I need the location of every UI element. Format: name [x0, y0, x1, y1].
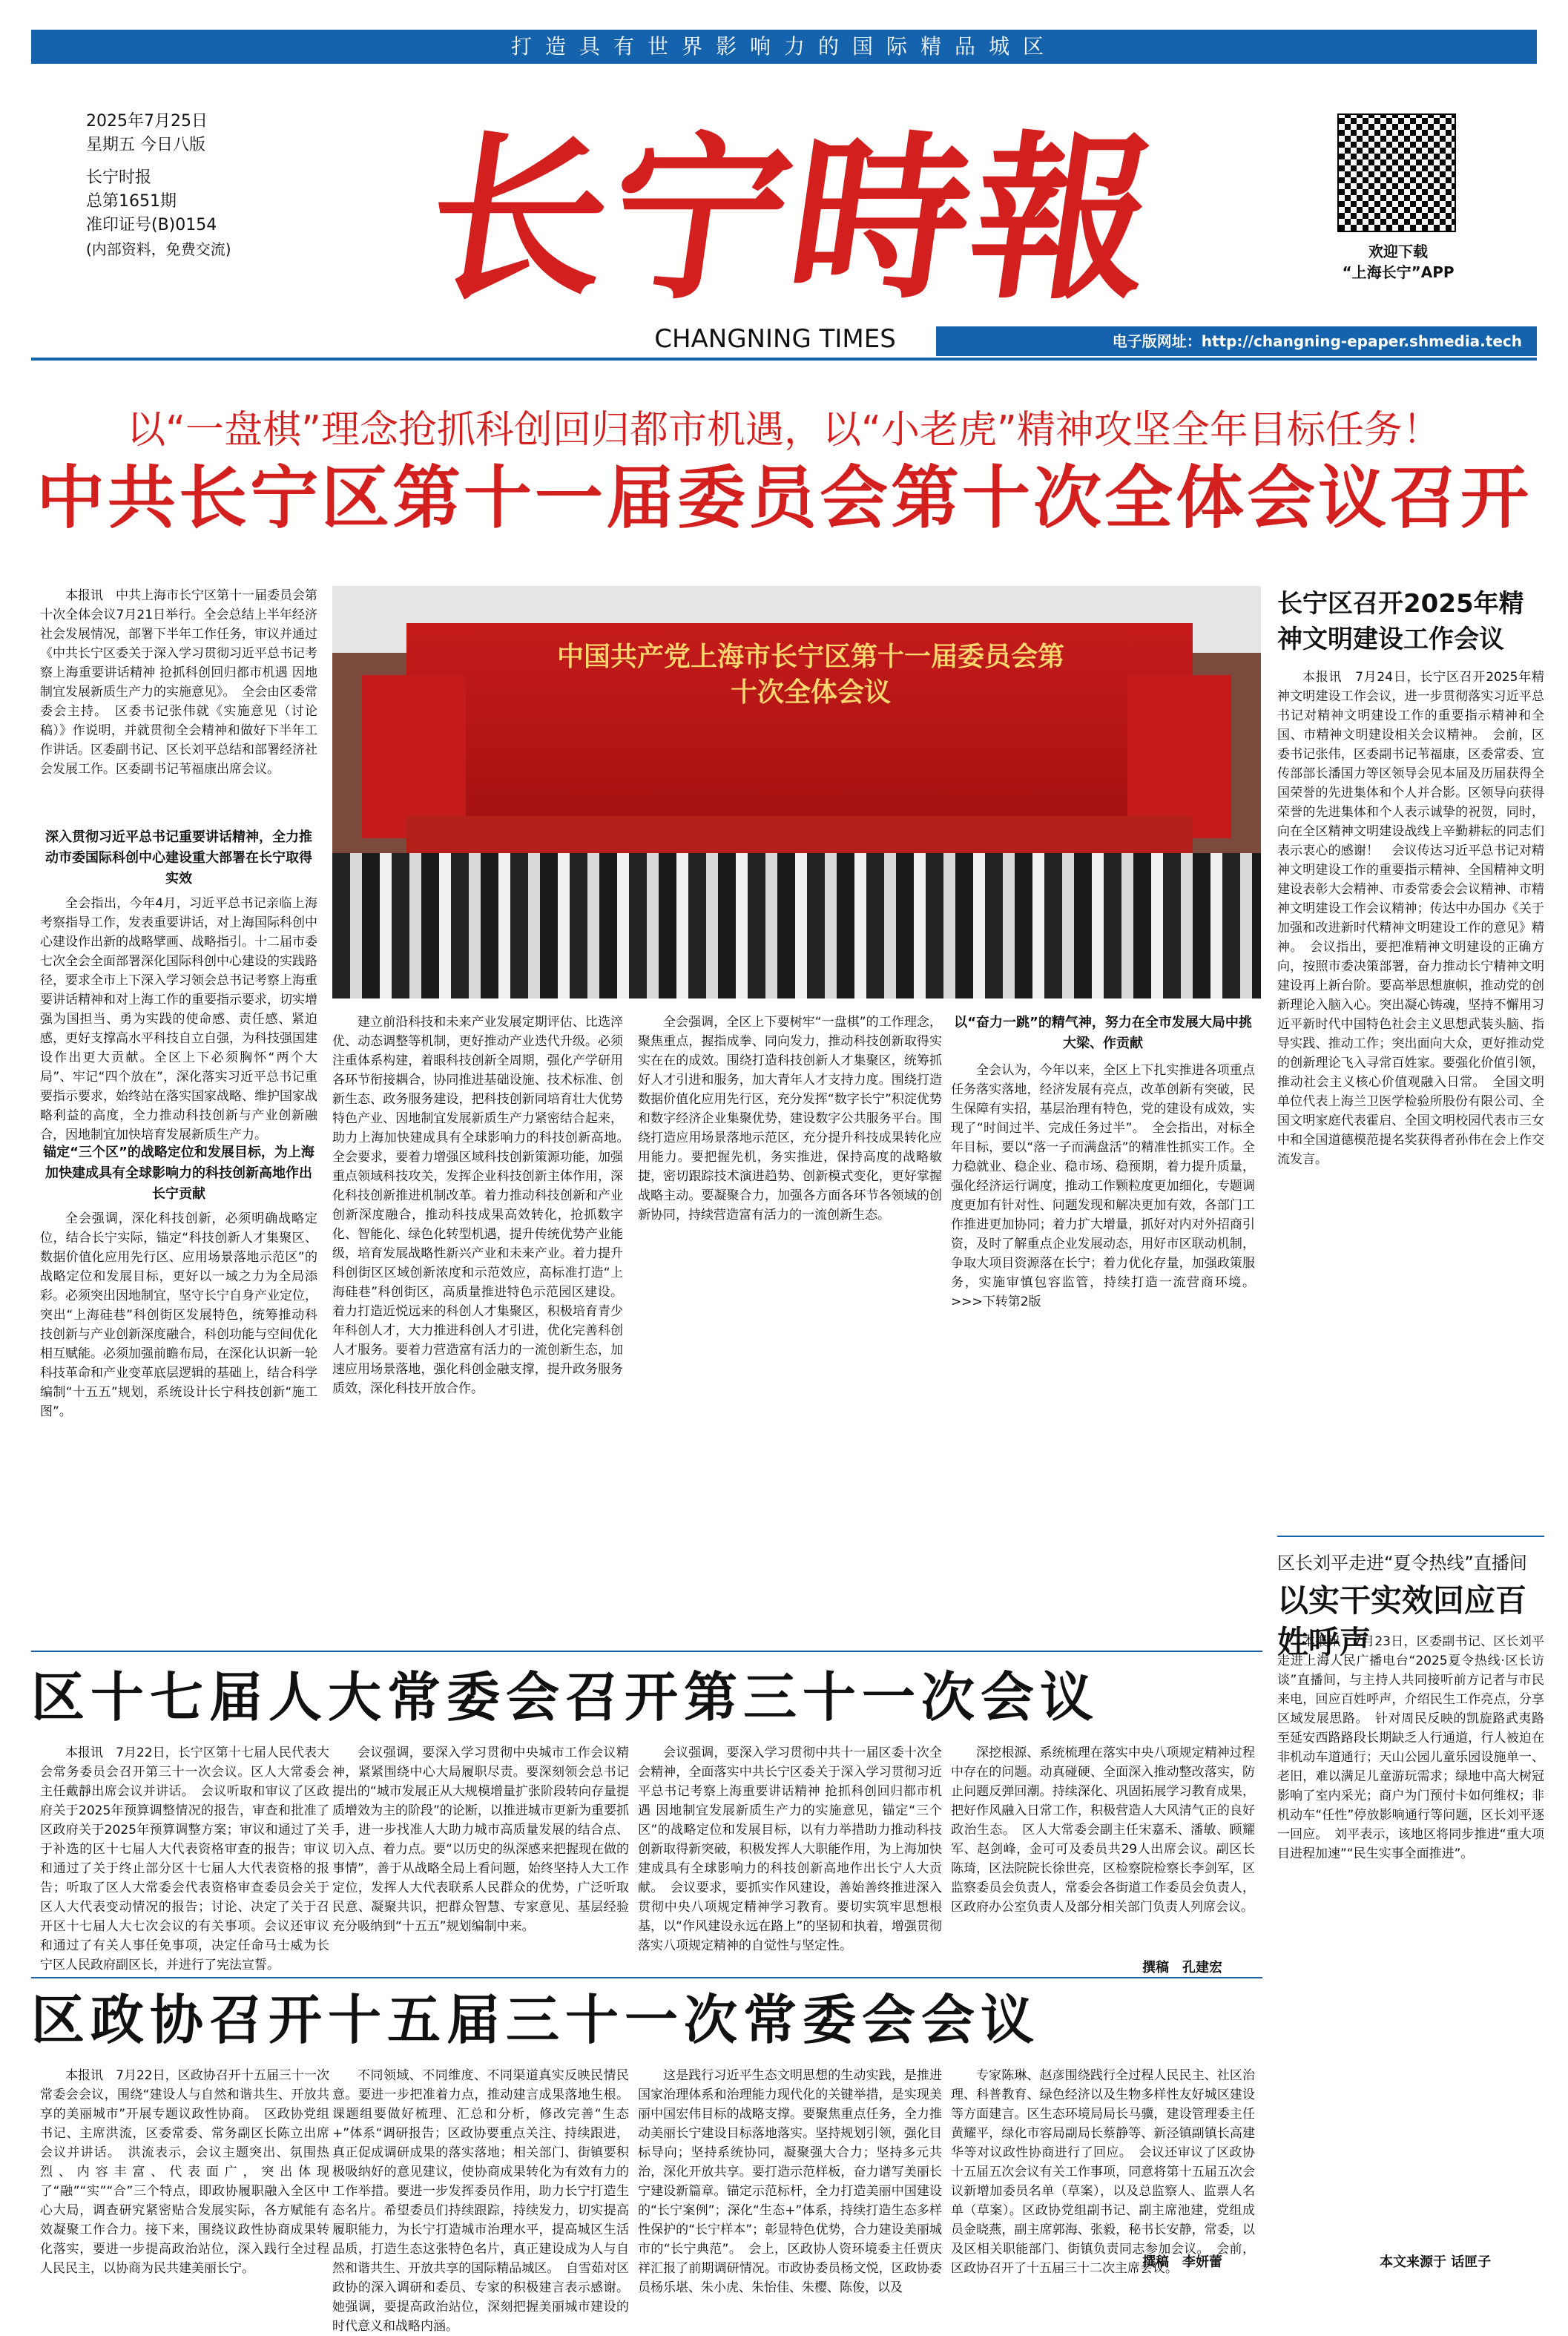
right-story2-preheadline: 区长刘平走进“夏令热线”直播间	[1277, 1553, 1527, 1573]
right-story2-source: 本文来源于 话匣子	[1380, 2254, 1492, 2270]
story2-byline: 撰稿 孔建宏	[1142, 1960, 1222, 1975]
right-story2-text: 本报讯 7月23日，区委副书记、区长刘平走进上海人民广播电台“2025夏令热线·区长访谈”直播间，与主持人共同接听前方记者与市民来电，回应百姓呼声，介绍民生工作亮点，分享区域发展思路。 针对周民反映的凯旋路武夷路至延安西路路段长期缺乏人行通道，行人被迫在非机动车道通行；天山公园儿童乐园设施单一、老旧，难以满足儿童游玩需求；绿地中高大树冠影响了室内采光；商户为门预付卡如何维权；非机动车“任性”停放影响通行等问题，区长刘平逐一回应。 刘平表示，该地区将同步推进“重大项目进程加速”“民生实事全面推进”。	[1277, 1634, 1544, 1861]
paper-name: 长宁时报	[86, 168, 152, 187]
issue-date: 2025年7月25日	[86, 112, 208, 131]
issue-weekday: 星期五 今日八版	[86, 136, 205, 154]
story2-col1: 本报讯 7月22日，长宁区第十七届人民代表大会常务委员会召开第三十一次会议。区人大常委会主任戴靜出席会议并讲话。 会议听取和审议了区政府关于2025年预算调整情况的报告，审查和批准了区政府关于2025年预算调整方案；审议和通过了关于补选的区十七届人大代表资格审查的报告；审议和通过了关于终止部分区十七届人大代表资格的报告；听取了区人大常委会代表资格审查委员会关于区人大代表变动情况的报告；讨论、决定了关于召开区十七届人大七次会议的有关事项。会议还审议和通过了有关人事任免事项，决定任命马士威为长宁区人民政府副区长，并进行了宪法宣誓。	[40, 1746, 329, 1973]
masthead-english: CHANGNING TIMES	[654, 324, 896, 354]
epaper-url[interactable]: 电子版网址：http://changning-epaper.shmedia.tech	[936, 326, 1537, 356]
lead-headline: 中共长宁区第十一届委员会第十次全体会议召开	[36, 458, 1532, 538]
masthead-title: 长宁時報	[415, 114, 1169, 323]
lead-subhead1: 深入贯彻习近平总书记重要讲话精神，全力推动市委国际科创中心建设重大部署在长宁取得实效	[45, 829, 312, 886]
lead-col3: 全会强调，全区上下要树牢“一盘棋”的工作理念，聚焦重点，握指成拳、同向发力，推动科技创新取得实实在在的成效。围绕打造科技创新人才集聚区，统筹抓好人才引进和服务，加大青年人才支持力度。围绕打造数据价值化应用先行区，充分发挥“数字长宁”积淀优势和数字经济企业集聚优势，建设数字公共服务平台。围绕打造应用场景落地示范区，充分提升科技成果转化应用能力。要把握先机，务实推进，保持高度的战略敏捷，密切跟踪技术演进趋势、创新模式变化，更好掌握战略主动。要凝聚合力，加强各方面各环节各领域的创新协同，持续营造富有活力的一流创新生态。	[638, 1015, 942, 1223]
story3-col1: 本报讯 7月22日，区政协召开十五届三十一次常委会会议，围绕“建设人与自然和谐共生、开放共享的美丽城市”开展专题议政性协商。 区政协党组书记、主席洪流，区委常委、常务副区长陈立出席会议并讲话。 洪流表示，会议主题突出、氛围热烈、内容丰富、代表面广，突出体现了“融”“实”“合”三个特点，即政协履职融入全区中心大局，调查研究紧密贴合发展实际，各方赋能有效凝聚工作合力。接下来，围绕议政性协商成果转化落实，要进一步提高政治站位，深入践行全过程人民民主，以协商为民共建美丽长宁。	[40, 2068, 329, 2276]
right-story1-headline: 长宁区召开2025年精神文明建设工作会议	[1277, 589, 1524, 654]
lead-col1c: 全会强调，深化科技创新，必须明确战略定位，结合长宁实际，锚定“科技创新人才集聚区、数据价值化应用先行区、应用场景落地示范区”的战略定位和发展目标，更好以一域之力为全局添彩。必须突出因地制宜，坚守长宁自身产业定位，突出“上海硅巷”科创街区发展特色，统筹推动科技创新与产业创新深度融合，科创功能与空间优化相互赋能。必须加强前瞻布局，在深化认识新一轮科技革命和产业变革底层逻辑的基础上，结合科学编制“十五五”规划，系统设计长宁科技创新“施工图”。	[40, 1211, 317, 1419]
masthead-rule	[31, 358, 1537, 361]
plenary-photo	[332, 586, 1261, 998]
lead-col4: 全会认为，今年以来，全区上下扎实推进各项重点任务落实落地，经济发展有亮点，改革创新有突破，民生保障有实招，基层治理有特色，党的建设有成效，实现了“时间过半、完成任务过半”。 全会指出，对标全年目标，要以“落一子而满盘活”的精准性抓实工作。全力稳就业、稳企业、稳市场、稳预期，着力提升质量，强化经济运行调度，推动工作颗粒度更加细化，专题调度更加有针对性、问题发现和解决更加有效，各部门工作推进更加协同；着力扩大增量，抓好对内对外招商引资，及时了解重点企业发展动态，用好市区联动机制，争取大项目资源落在长宁；着力优化存量，加强政策服务，实施审慎包容监管，持续打造一流营商环境。>>>下转第2版	[951, 1063, 1255, 1309]
lead-subhead2: 锚定“三个区”的战略定位和发展目标，为上海加快建成具有全球影响力的科技创新高地作出长宁贡献	[43, 1145, 314, 1202]
lead-subheadline: 以“一盘棋”理念抢抓科创回归都市机遇，以“小老虎”精神攻坚全年目标任务！	[127, 408, 1441, 453]
story3-col3: 这是践行习近平生态文明思想的生动实践，是推进国家治理体系和治理能力现代化的关键举措，是实现美丽中国宏伟目标的战略支撑。要聚焦重点任务，全力推动美丽长宁建设目标落地落实。坚持规划引领，强化目标导向；坚持系统协同，凝聚强大合力；坚持多元共治，深化开放共享。要打造示范样板，奋力谱写美丽长宁建设新篇章。锚定示范标杆，全力打造美丽中国建设的“长宁案例”；深化“生态+”体系，持续打造生态多样性保护的“长宁样本”；彰显特色优势，合力建设美丽城市的“长宁典范”。 会上，区政协人资环境委主任贾庆祥汇报了前期调研情况。市政协委员杨文悦，区政协委员杨乐堪、朱小虎、朱怡佳、朱樱、陈俊，以及	[638, 2068, 942, 2295]
lead-subhead3: 以“奋力一跳”的精气神，努力在全市发展大局中挑大梁、作贡献	[954, 1015, 1252, 1051]
story2-col3: 会议强调，要深入学习贯彻中共十一届区委十次全会精神，全面落实中共长宁区委关于深入学习贯彻习近平总书记考察上海重要讲话精神 抢抓科创回归都市机遇 因地制宜发展新质生产力的实施意见，锚定“三个区”的战略定位和发展目标，以有力举措助力推动科技创新取得新突破，积极发挥人大职能作用，为上海加快建成具有全球影响力的科技创新高地作出长宁人大贡献。 会议要求，要抓实作风建设，善始善终推进深入贯彻中央八项规定精神学习教育。要切实筑牢思想根基，以“作风建设永远在路上”的坚韧和执着，增强贯彻落实八项规定精神的自觉性与坚定性。	[638, 1746, 942, 1953]
qr-caption: 欢迎下载 “上海长宁”APP	[1342, 243, 1455, 281]
story3-byline: 撰稿 李妍蕾	[1142, 2254, 1222, 2270]
story3-col4: 专家陈琳、赵彦围绕践行全过程人民民主、社区治理、科普教育、绿色经济以及生物多样性友好城区建设等方面建言。区生态环境局局长马骥，建设管理委主任黄耀平，绿化市容局副局长蔡静等、新泾镇副镇长高建华等对议政性协商进行了回应。 会议还审议了区政协十五届五次会议有关工作事项，同意将第十五届五次会议新增加委员名单（草案），以及总监察人、监票人名单（草案）。区政协党组副书记、副主席池建，党组成员金晓燕，副主席郭海、张毅，秘书长安静，常委，以及区相关职能部门、街镇负责同志参加会议。 会前，区政协召开了十五届三十二次主席会议。	[951, 2068, 1255, 2276]
right-story1-text: 本报讯 7月24日，长宁区召开2025年精神文明建设工作会议，进一步贯彻落实习近平总书记对精神文明建设工作的重要指示精神和全国、市精神文明建设相关会议精神。 会前，区委书记张伟，区委副书记苇福康，区委常委、宣传部部长潘国力等区领导会见本届及历届获得全国荣誉的先进集体和个人并合影。区领导向获得荣誉的先进集体和个人表示诚挚的祝贺，同时，向在全区精神文明建设战线上辛勤耕耘的同志们表示衷心的感谢！ 会议传达习近平总书记对精神文明建设工作的重要指示精神、全国精神文明建设表彰大会精神、市委常委会会议精神、市精神文明建设工作会议精神；传达中办国办《关于加强和改进新时代精神文明建设工作的意见》精神。 会议指出，要把准精神文明建设的正确方向，按照市委决策部署，奋力推动长宁精神文明建设再上新台阶。要高举思想旗帜，推动党的创新理论入脑入心。突出凝心铸魂，坚持不懈用习近平新时代中国特色社会主义思想武装头脑、指导实践、推动工作；突出面向大众，更好推动党的创新理论飞入寻常百姓家。要强化价值引领，推动社会主义核心价值观融入日常。 全国文明单位代表上海兰卫医学检验所股份有限公司、全国文明家庭代表霍启、全国文明校园代表市三女中和全国道德模范提名奖获得者孙伟在会上作交流发言。	[1277, 670, 1544, 1167]
story2-col4: 深挖根源、系统梳理在落实中央八项规定精神过程中存在的问题。动真碰硬、全面深入推动整改落实，防止问题反弹回潮。持续深化、巩固拓展学习教育成果，把好作风融入日常工作，积极营造人大风清气正的良好政治生态。 区人大常委会副主任宋嘉禾、潘敏、顾耀军、赵剑峰，金可可及委员共29人出席会议。副区长陈琦，区法院院长徐世亮，区检察院检察长李剑军，区监察委员会负责人，常委会各街道工作委员会负责人，区政府办公室负责人及部分相关部门负责人列席会议。	[951, 1746, 1255, 1915]
story2-col2: 会议强调，要深入学习贯彻中央城市工作会议精神，紧紧围绕中心大局履职尽责。要深刻领会总书记提出的“城市发展正从大规模增量扩张阶段转向存量提质增效为主的阶段”的论断，以推进城市更新为重要抓手，进一步找准人大助力城市高质量发展的结合点、切入点、着力点。要“以历史的纵深感来把握现在做的事情”，善于从战略全局上看问题，始终坚持人大工作定位，发挥人大代表联系人民群众的优势，广泛听取民意、凝聚共识，把群众智慧、专家意见、基层经验充分吸纳到“十五五”规划编制中来。	[332, 1746, 629, 1934]
lead-col2: 建立前沿科技和未来产业发展定期评估、比选淬优、动态调整等机制，更好推动产业迭代升级。必须注重体系构建，着眼科技创新全周期，强化产学研用各环节衔接耦合，协同推进基础设施、技术标准、创新生态、政务服务建设，把科技创新同培育壮大优势特色产业、因地制宜发展新质生产力紧密结合起来，助力上海加快建成具有全球影响力的科技创新高地。 全会要求，要着力增强区域科技创新策源功能，加强重点领域科技攻关，发挥企业科技创新主体作用，深化科技创新推进机制改革。着力推动科技创新和产业创新深度融合，推动科技成果高效转化，抢抓数字化、智能化、绿色化转型机遇，提升传统优势产业能级，培育发展战略性新兴产业和未来产业。着力提升科创街区区域创新浓度和示范效应，高标准打造“上海硅巷”科创街区，高质量推进特色示范园区建设。着力打造近悦远来的科创人才集聚区，积极培育青少年科创人才，大力推进科创人才引进，优化完善科创人才服务。要着力营造富有活力的一流创新生态，加速应用场景落地，强化科创金融支撑，提升政务服务质效，深化科技开放合作。	[332, 1015, 636, 1396]
photo-banner-text: 中国共产党上海市长宁区第十一届委员会第十次全体会议	[556, 642, 1064, 708]
right-story2-headline: 以实干实效回应百姓呼声	[1277, 1582, 1527, 1660]
issue-meta	[86, 110, 231, 261]
permit-number: 准印证号(B)0154	[86, 216, 217, 234]
distribution-note: (内部资料，免费交流)	[86, 240, 231, 258]
lead-col1: 本报讯 中共上海市长宁区第十一届委员会第十次全体会议7月21日举行。全会总结上半年经济社会发展情况，部署下半年工作任务，审议并通过《中共长宁区委关于深入学习贯彻习近平总书记考察上海重要讲话精神 抢抓科创回归都市机遇 因地制宜发展新质生产力的实施意见》。 全会由区委常委会主持。 区委书记张伟就《实施意见（讨论稿）》作说明，并就贯彻全会精神和做好下半年工作讲话。区委副书记、区长刘平总结和部署经济社会发展工作。区委副书记苇福康出席会议。	[40, 588, 317, 777]
issue-number: 总第1651期	[86, 192, 177, 211]
qr-code-icon[interactable]	[1337, 113, 1456, 232]
lead-col1b: 全会指出，今年4月，习近平总书记亲临上海考察指导工作，发表重要讲话，对上海国际科创中心建设作出新的战略擘画、战略指引。十二届市委七次全会全面部署深化国际科创中心建设的实践路径，要求全市上下深入学习领会总书记考察上海重要讲话精神和对上海工作的重要指示要求，切实增强为国担当、勇为实践的使命感、责任感、紧迫感，更好支撑高水平科技自立自强，为科技强国建设作出更大贡献。全区上下必须胸怀“两个大局”、牢记“四个放在”，深化落实习近平总书记重要指示要求，始终站在落实国家战略、维护国家战略利益的高度，全力推动科技创新与产业创新融合，因地制宜加快培育发展新质生产力。	[40, 896, 317, 1142]
story3-col2: 不同领域、不同维度、不同渠道真实反映民情民意。要进一步把准着力点，推动建言成果落地生根。课题组要做好梳理、汇总和分析，修改完善“生态+”体系“调研报告；区政协要重点关注、持续跟进，真正促成调研成果的落实落地；相关部门、街镇要积极吸纳好的意见建议，使协商成果转化为有效有力的工作举措。要进一步发挥委员作用，助力长宁打造生态名片。希望委员们持续跟踪，持续发力，切实提高履职能力，为长宁打造城市治理水平，提高城区生活品质，打造生态这张特色名片，真正建设成为人与自然和谐共生、开放共享的国际精品城区。 自雪茹对区政协的深入调研和委员、专家的积极建言表示感谢。她强调，要提高政治站位，深刻把握美丽城市建设的时代意义和战略内涵。	[332, 2068, 629, 2334]
story2-headline: 区十七届人大常委会召开第三十一次会议	[31, 1666, 1100, 1728]
slogan-banner: 打造具有世界影响力的国际精品城区	[31, 30, 1537, 64]
story3-headline: 区政协召开十五届三十一次常委会会议	[31, 1989, 1041, 2051]
